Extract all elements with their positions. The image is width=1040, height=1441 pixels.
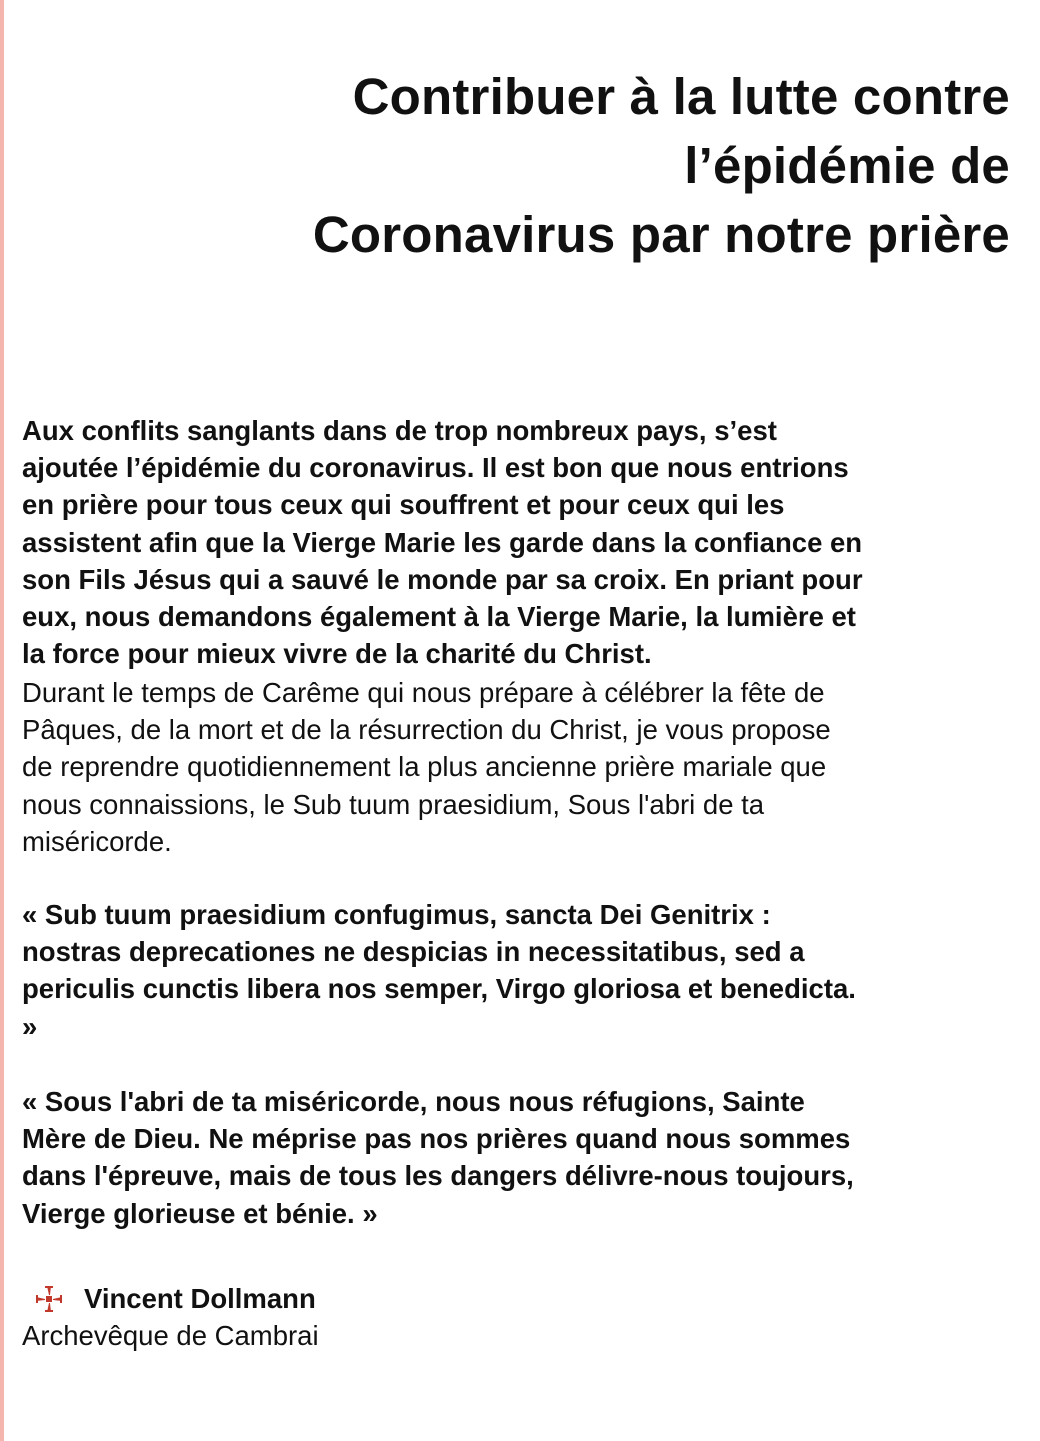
- signature-role: Archevêque de Cambrai: [22, 1320, 319, 1352]
- text-line: periculis cunctis libera nos semper, Virgo gloriosa et benedicta.: [22, 973, 856, 1005]
- signature-block: [22, 1280, 319, 1354]
- text-line: »: [22, 1010, 38, 1042]
- text-line: de reprendre quotidiennement la plus ancienne prière mariale que: [22, 751, 827, 783]
- text-line: nous connaissions, le Sub tuum praesidium, Sous l'abri de ta: [22, 788, 765, 820]
- text-line: Aux conflits sanglants dans de trop nombreux pays, s’est: [22, 415, 777, 446]
- title-line: Coronavirus par notre prière: [312, 206, 1010, 263]
- text-line: son Fils Jésus qui a sauvé le monde par sa croix. En priant pour: [22, 563, 863, 595]
- text-line: la force pour mieux vivre de la charité du Christ.: [22, 638, 652, 670]
- text-line: miséricorde.: [22, 825, 172, 857]
- lent-paragraph: [22, 674, 1022, 860]
- text-line: Vierge glorieuse et bénie. »: [22, 1197, 378, 1229]
- text-line: « Sub tuum praesidium confugimus, sancta Dei Genitrix :: [22, 899, 771, 930]
- text-line: nostras deprecationes ne despicias in necessitatibus, sed a: [22, 936, 805, 968]
- text-line: Durant le temps de Carême qui nous prépare à célébrer la fête de: [22, 677, 825, 708]
- title-line: l’épidémie de: [684, 137, 1010, 194]
- text-line: dans l'épreuve, mais de tous les dangers délivre-nous toujours,: [22, 1160, 854, 1192]
- text-line: en prière pour tous ceux qui souffrent et pour ceux qui les: [22, 489, 785, 521]
- french-prayer: [22, 1083, 1022, 1232]
- page-title: [110, 62, 1010, 269]
- text-line: Pâques, de la mort et de la résurrection du Christ, je vous propose: [22, 714, 831, 746]
- intro-paragraph: [22, 412, 1022, 672]
- episcopal-cross-icon: [34, 1284, 64, 1314]
- signature-name: Vincent Dollmann: [84, 1283, 316, 1314]
- text-line: assistent afin que la Vierge Marie les garde dans la confiance en: [22, 526, 863, 558]
- text-line: Mère de Dieu. Ne méprise pas nos prières quand nous sommes: [22, 1123, 851, 1155]
- title-line: Contribuer à la lutte contre: [352, 68, 1010, 125]
- text-line: « Sous l'abri de ta miséricorde, nous nous réfugions, Sainte: [22, 1086, 805, 1117]
- latin-prayer: [22, 896, 1022, 1045]
- signature-name-row: [22, 1280, 319, 1317]
- page-left-edge: [0, 0, 4, 1441]
- text-line: ajoutée l’épidémie du coronavirus. Il est bon que nous entrions: [22, 452, 849, 484]
- text-line: eux, nous demandons également à la Vierge Marie, la lumière et: [22, 601, 856, 633]
